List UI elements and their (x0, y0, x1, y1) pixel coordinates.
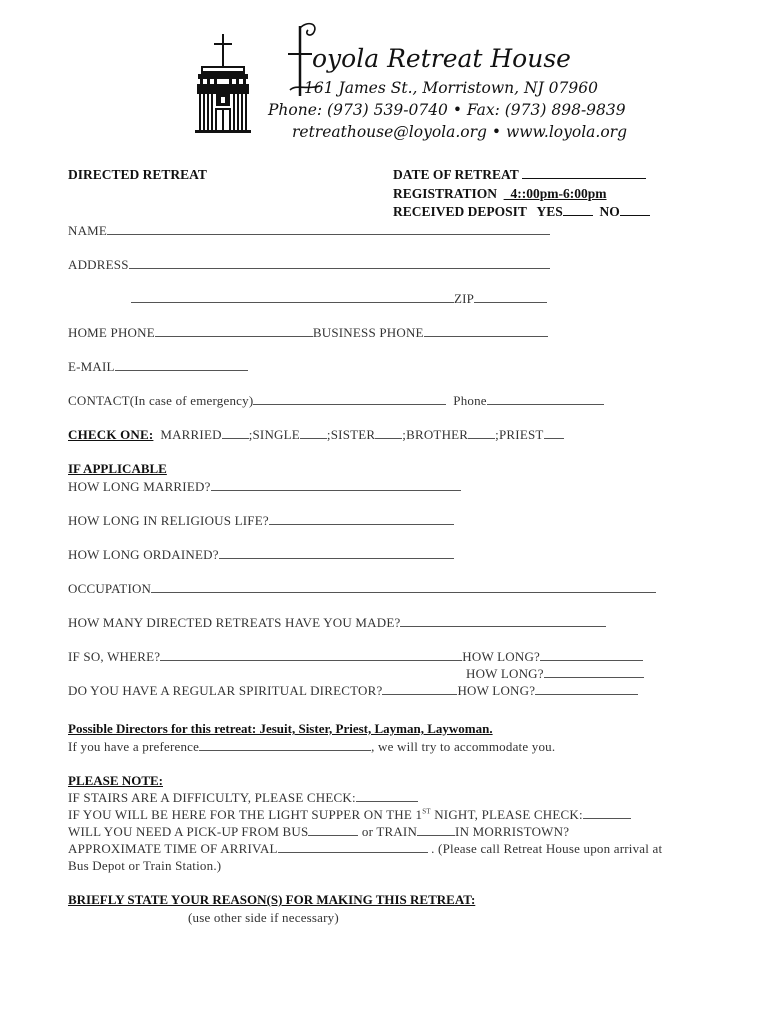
ordained-label: HOW LONG ORDAINED? (68, 547, 219, 562)
contact-phone-label: Phone (453, 393, 487, 408)
retreat-type-title: DIRECTED RETREAT (68, 167, 207, 182)
date-of-retreat-row (393, 167, 646, 183)
stairs-label: IF STAIRS ARE A DIFFICULTY, PLEASE CHECK: (68, 790, 356, 805)
contact-row (68, 393, 604, 409)
arrival-note-continued: Bus Depot or Train Station.) (68, 858, 222, 873)
name-label: NAME (68, 223, 108, 238)
brother-option-field[interactable] (468, 427, 495, 439)
light-supper-superscript: ST (422, 807, 431, 816)
sister-option-field[interactable] (375, 427, 402, 439)
date-of-retreat-label: DATE OF RETREAT (393, 167, 519, 182)
arrival-label: APPROXIMATE TIME OF ARRIVAL (68, 841, 278, 856)
where-row-2 (68, 666, 644, 682)
deposit-yes-label: YES (536, 204, 563, 219)
how-long-field-1[interactable] (540, 649, 643, 661)
retreat-house-phone-fax: Phone: (973) 539-0740 • Fax: (973) 898-9839 (268, 101, 626, 119)
retreats-made-row (68, 615, 606, 631)
deposit-yes-field[interactable] (563, 204, 593, 216)
how-long-field-2[interactable] (544, 666, 644, 678)
registration-time: _4::00pm-6:00pm (503, 186, 607, 201)
how-long-field-3[interactable] (535, 683, 638, 695)
name-row (68, 223, 550, 239)
single-option-field[interactable] (300, 427, 327, 439)
retreats-made-label: HOW MANY DIRECTED RETREATS HAVE YOU MADE? (68, 615, 401, 630)
zip-label: ZIP (454, 291, 475, 306)
brother-option-label: ;BROTHER (402, 427, 469, 442)
light-supper-label-end: NIGHT, PLEASE CHECK: (430, 807, 583, 822)
occupation-label: OCCUPATION (68, 581, 152, 596)
spiritual-director-label: DO YOU HAVE A REGULAR SPIRITUAL DIRECTOR? (68, 683, 383, 698)
retreat-house-email-web: retreathouse@loyola.org • www.loyola.org (292, 123, 628, 141)
contact-field[interactable] (253, 393, 446, 405)
director-preference-field[interactable] (199, 739, 371, 751)
home-phone-field[interactable] (155, 325, 313, 337)
single-option-label: ;SINGLE (248, 427, 300, 442)
where-label: IF SO, WHERE? (68, 649, 161, 664)
email-row (68, 359, 248, 375)
light-supper-row (68, 807, 631, 823)
occupation-field[interactable] (151, 581, 656, 593)
address-row (68, 257, 550, 273)
retreat-house-logo-icon (195, 32, 251, 134)
check-one-label: CHECK ONE: (68, 427, 154, 442)
light-supper-field[interactable] (583, 807, 631, 819)
if-applicable-heading: IF APPLICABLE (68, 461, 167, 476)
how-long-label-2: HOW LONG? (466, 666, 544, 681)
phone-row (68, 325, 548, 341)
religious-life-row (68, 513, 454, 529)
how-long-married-label: HOW LONG MARRIED? (68, 479, 211, 494)
address-label: ADDRESS (68, 257, 129, 272)
pickup-train-label: or TRAIN (361, 824, 418, 839)
sister-option-label: ;SISTER (326, 427, 376, 442)
zip-row (131, 291, 547, 307)
retreat-house-name-rest: oyola Retreat House (312, 44, 571, 73)
reasons-hint: (use other side if necessary) (188, 910, 339, 925)
director-preference-row (68, 739, 555, 755)
retreat-house-name (312, 44, 571, 73)
where-field-1[interactable] (160, 649, 462, 661)
email-label: E-MAIL (68, 359, 115, 374)
arrival-note: . (Please call Retreat House upon arrival at (431, 841, 663, 856)
how-long-married-field[interactable] (211, 479, 461, 491)
spiritual-director-field[interactable] (382, 683, 457, 695)
arrival-row (68, 841, 662, 857)
religious-life-field[interactable] (269, 513, 454, 525)
reasons-answer-area[interactable] (68, 930, 688, 1010)
deposit-no-field[interactable] (620, 204, 650, 216)
possible-directors-heading: Possible Directors for this retreat: Jesuit, Sister, Priest, Layman, Laywoman. (68, 721, 493, 736)
ordained-row (68, 547, 454, 563)
stairs-row (68, 790, 418, 806)
received-deposit-label: RECEIVED DEPOSIT (393, 204, 527, 219)
pickup-morristown-label: IN MORRISTOWN? (455, 824, 570, 839)
how-long-married-row (68, 479, 461, 495)
pickup-train-field[interactable] (417, 824, 455, 836)
date-of-retreat-field[interactable] (522, 167, 646, 179)
received-deposit-row (393, 204, 650, 220)
married-option-label: MARRIED (160, 427, 222, 442)
email-field[interactable] (115, 359, 248, 371)
married-option-field[interactable] (222, 427, 249, 439)
how-long-label-3: HOW LONG? (457, 683, 536, 698)
business-phone-field[interactable] (424, 325, 548, 337)
please-note-heading: PLEASE NOTE: (68, 773, 163, 788)
occupation-row (68, 581, 656, 597)
spiritual-director-row (68, 683, 638, 699)
retreats-made-field[interactable] (400, 615, 606, 627)
reasons-heading: BRIEFLY STATE YOUR REASON(S) FOR MAKING THIS RETREAT: (68, 892, 476, 907)
light-supper-label-start: IF YOU WILL BE HERE FOR THE LIGHT SUPPER ON THE 1 (68, 807, 423, 822)
pickup-bus-field[interactable] (308, 824, 358, 836)
contact-phone-field[interactable] (487, 393, 604, 405)
business-phone-label: BUSINESS PHONE (312, 325, 424, 340)
deposit-no-label: NO (599, 204, 620, 219)
registration-row (393, 186, 607, 202)
how-long-label-1: HOW LONG? (462, 649, 541, 664)
contact-label: CONTACT(In case of emergency) (68, 393, 254, 408)
religious-life-label: HOW LONG IN RELIGIOUS LIFE? (68, 513, 269, 528)
home-phone-label: HOME PHONE (68, 325, 155, 340)
address-line-2-field[interactable] (131, 291, 454, 303)
where-row (68, 649, 643, 665)
zip-field[interactable] (474, 291, 547, 303)
where-field-2[interactable] (68, 666, 466, 678)
arrival-field[interactable] (278, 841, 428, 853)
registration-label: REGISTRATION (393, 186, 498, 201)
retreat-house-address: 161 James St., Morristown, NJ 07960 (304, 79, 598, 97)
director-preference-label: If you have a preference (68, 739, 200, 754)
priest-option-label: ;PRIEST (495, 427, 544, 442)
pickup-row (68, 824, 569, 840)
ordained-field[interactable] (219, 547, 454, 559)
priest-option-field[interactable] (544, 427, 564, 439)
address-field[interactable] (129, 257, 550, 269)
stairs-field[interactable] (356, 790, 418, 802)
pickup-bus-label: WILL YOU NEED A PICK-UP FROM BUS (68, 824, 309, 839)
director-preference-note: , we will try to accommodate you. (371, 739, 556, 754)
check-one-row (68, 427, 564, 443)
name-field[interactable] (107, 223, 550, 235)
